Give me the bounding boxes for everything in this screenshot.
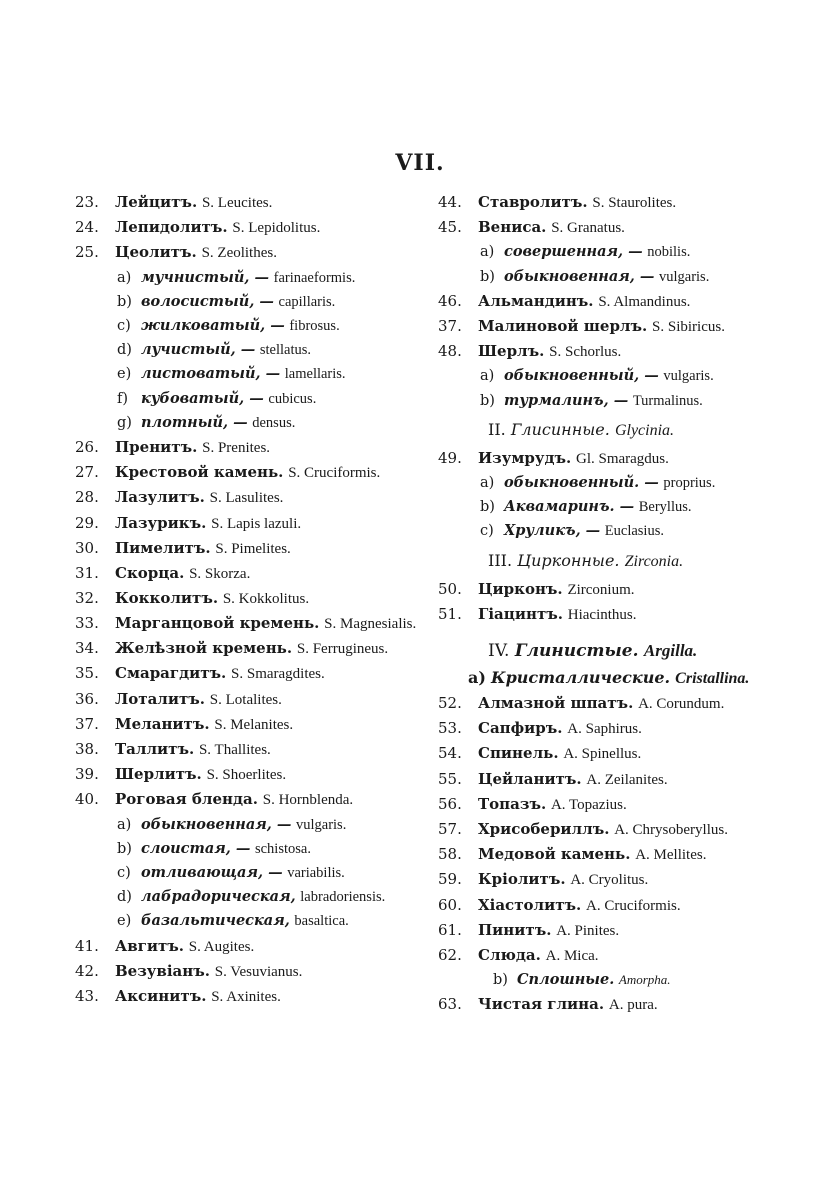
section-numeral: II. (488, 419, 506, 439)
section-heading (438, 549, 788, 574)
russian-variety: кубоватый, — (141, 389, 264, 407)
sub-letter: b) (117, 293, 132, 310)
russian-name: Крестовой камень. (115, 463, 284, 482)
russian-variety: слоистая, — (141, 839, 251, 857)
russian-variety: турмалинъ, — (504, 391, 629, 409)
list-item (75, 687, 435, 712)
latin-name: S. Prenites. (202, 440, 271, 457)
russian-name: Слюда. (478, 946, 541, 965)
sub-letter: g) (117, 414, 132, 431)
section-title-latin: Glycinia. (614, 421, 675, 439)
latin-name: S. Axinites. (211, 989, 281, 1006)
entry-number: 62. (438, 946, 462, 965)
russian-name: Авгитъ. (115, 936, 184, 955)
entry-number: 34. (75, 639, 99, 658)
page-number: VII. (395, 150, 445, 176)
latin-variety: vulgaris. (658, 268, 710, 285)
sub-letter: e) (117, 913, 132, 930)
list-item (438, 314, 788, 339)
list-item (438, 867, 788, 892)
sub-item (75, 290, 435, 314)
list-item (438, 943, 788, 968)
list-item (438, 577, 788, 602)
sub-item (75, 266, 435, 290)
entry-number: 28. (75, 488, 99, 507)
sub-letter: c) (480, 523, 494, 540)
list-item (75, 762, 435, 787)
entry-number: 30. (75, 538, 99, 557)
russian-variety: базальтическая, (141, 912, 290, 930)
entry-number: 49. (438, 448, 462, 467)
russian-name: Лазулитъ. (115, 488, 205, 507)
latin-variety: fibrosus. (289, 318, 340, 335)
sub-item (75, 861, 435, 885)
sub-item (75, 387, 435, 411)
subsection-heading (438, 968, 788, 992)
russian-name: Гіацинтъ. (478, 604, 563, 623)
latin-name: A. Cryolitus. (570, 872, 649, 889)
entry-number: 39. (75, 765, 99, 784)
russian-name: Хрисобериллъ. (478, 820, 610, 839)
list-item (75, 984, 435, 1009)
latin-variety: labradoriensis. (300, 889, 386, 906)
latin-name: Zirconium. (567, 581, 635, 598)
list-item (75, 460, 435, 485)
list-item (438, 215, 788, 240)
latin-name: A. Cruciformis. (586, 897, 681, 914)
entry-number: 58. (438, 845, 462, 864)
list-item (75, 737, 435, 762)
latin-name: S. Magnesialis. (324, 616, 417, 633)
latin-name: S. Leucites. (201, 195, 273, 211)
sub-item (75, 314, 435, 338)
russian-name: Таллитъ. (115, 740, 195, 759)
entry-number: 37. (438, 317, 462, 336)
entry-number: 31. (75, 564, 99, 583)
russian-name: Медовой камень. (478, 845, 631, 864)
russian-name: Альмандинъ. (478, 291, 594, 310)
latin-variety: densus. (252, 414, 296, 431)
russian-variety: совершенная, — (504, 243, 643, 261)
sub-letter: f) (117, 390, 129, 407)
russian-name: Пинитъ. (478, 920, 552, 939)
sub-item (438, 240, 788, 264)
latin-name: A. Pinites. (556, 922, 620, 939)
subsection-title-latin: Cristallina. (675, 670, 750, 688)
entry-number: 23. (75, 193, 99, 211)
entry-number: 53. (438, 719, 462, 738)
latin-name: S. Skorza. (189, 566, 251, 583)
sub-letter: b) (117, 840, 132, 857)
entry-number: 48. (438, 342, 462, 361)
entry-number: 44. (438, 193, 462, 211)
section-title-latin: Zirconia. (624, 552, 684, 570)
latin-name: S. Ferrugineus. (296, 641, 389, 658)
section-heading (438, 639, 788, 663)
right-column (438, 190, 788, 1018)
latin-name: A. pura. (608, 997, 658, 1014)
latin-variety: cubicus. (268, 390, 317, 407)
sub-item (438, 265, 788, 289)
russian-name: Скорца. (115, 564, 185, 583)
sub-letter: b) (480, 499, 495, 516)
section-heading (438, 418, 788, 443)
section-title-latin: Argilla. (643, 641, 698, 661)
latin-variety: vulgaris. (295, 816, 347, 833)
sub-item (438, 495, 788, 519)
latin-name: Hiacinthus. (567, 606, 637, 623)
sub-item (75, 837, 435, 861)
entry-number: 59. (438, 870, 462, 889)
list-item (75, 511, 435, 536)
entry-number: 50. (438, 579, 462, 598)
sub-letter: b) (480, 268, 495, 285)
list-item (438, 992, 788, 1017)
latin-name: S. Lapis lazuli. (211, 515, 302, 532)
sub-item (438, 389, 788, 413)
russian-variety: лучистый, — (141, 341, 256, 359)
entry-number: 25. (75, 243, 99, 262)
latin-name: S. Granatus. (551, 220, 625, 237)
russian-name: Алмазной шпатъ. (478, 694, 634, 713)
sub-item (438, 519, 788, 543)
russian-name: Вениса. (478, 218, 547, 237)
latin-variety: proprius. (663, 475, 716, 492)
latin-name: A. Topazius. (550, 796, 627, 813)
latin-variety: schistosa. (254, 840, 311, 857)
latin-variety: capillaris. (278, 293, 336, 310)
entry-number: 26. (75, 438, 99, 457)
left-column (75, 190, 435, 1009)
russian-variety: отливающая, — (141, 864, 283, 882)
list-item (438, 918, 788, 943)
sub-letter: a) (117, 816, 132, 833)
entry-number: 61. (438, 920, 462, 939)
latin-name: S. Vesuvianus. (214, 963, 303, 980)
sub-item (75, 885, 435, 909)
russian-name: Цеолитъ. (115, 243, 197, 262)
list-item (75, 934, 435, 959)
latin-variety: Euclasius. (604, 523, 664, 540)
section-numeral: IV. (488, 641, 510, 662)
entry-number: 63. (438, 995, 462, 1014)
list-item (75, 712, 435, 737)
russian-name: Везувіанъ. (115, 961, 210, 980)
russian-variety: плотный, — (141, 413, 248, 431)
list-item (438, 893, 788, 918)
list-item (438, 716, 788, 741)
russian-name: Смарагдитъ. (115, 664, 227, 683)
entry-number: 60. (438, 895, 462, 914)
list-item (438, 691, 788, 716)
latin-variety: farinaeformis. (273, 269, 356, 286)
latin-name: S. Pimelites. (215, 540, 291, 557)
sub-letter: a) (117, 269, 132, 286)
latin-name: A. Mica. (545, 948, 599, 965)
entry-number: 56. (438, 794, 462, 813)
sub-letter: d) (117, 889, 132, 906)
subsection-title-latin: Amorpha. (618, 972, 671, 988)
russian-name: Хіастолитъ. (478, 895, 582, 914)
entry-number: 40. (75, 790, 99, 809)
sub-item (75, 411, 435, 435)
latin-name: S. Schorlus. (549, 344, 622, 361)
latin-variety: stellatus. (259, 342, 312, 359)
russian-name: Лазурикъ. (115, 513, 207, 532)
entry-number: 29. (75, 513, 99, 532)
sub-item (438, 364, 788, 388)
russian-variety: листоватый, — (141, 365, 281, 383)
russian-name: Лепидолитъ. (115, 218, 228, 237)
latin-name: S. Thallites. (198, 742, 271, 759)
list-item (75, 215, 435, 240)
sub-letter: c) (117, 865, 131, 882)
latin-name: A. Mellites. (635, 847, 707, 864)
list-item (75, 536, 435, 561)
entry-number: 42. (75, 961, 99, 980)
entry-number: 24. (75, 218, 99, 237)
latin-name: A. Saphirus. (567, 721, 642, 738)
russian-name: Чистая глина. (478, 995, 605, 1014)
russian-name: Цирконъ. (478, 579, 563, 598)
entry-number: 41. (75, 936, 99, 955)
russian-name: Кріолитъ. (478, 870, 566, 889)
russian-variety: мучнистый, — (141, 268, 270, 286)
russian-name: Аксинитъ. (115, 987, 207, 1006)
entry-number: 38. (75, 740, 99, 759)
russian-name: Желѣзной кремень. (115, 639, 293, 658)
list-item (75, 787, 435, 812)
entry-number: 54. (438, 744, 462, 763)
section-title-russian: Глисинные. (510, 419, 610, 439)
latin-name: S. Lepidolitus. (232, 220, 321, 237)
russian-variety: обыкновенный, — (504, 367, 659, 385)
entry-number: 43. (75, 987, 99, 1006)
russian-name: Лейцитъ. (115, 193, 198, 211)
list-item (75, 190, 435, 215)
latin-variety: nobilis. (647, 244, 691, 261)
subsection-title-russian: Кристаллические. (491, 668, 671, 688)
latin-name: S. Lotalites. (209, 691, 282, 708)
subsection-letter: b) (493, 972, 508, 989)
latin-name: S. Kokkolitus. (222, 591, 310, 608)
entry-number: 37. (75, 714, 99, 733)
sub-letter: d) (117, 342, 132, 359)
sub-item (75, 909, 435, 933)
russian-name: Изумрудъ. (478, 448, 572, 467)
latin-name: S. Hornblenda. (262, 792, 354, 809)
russian-name: Роговая бленда. (115, 790, 258, 809)
list-item (75, 586, 435, 611)
russian-variety: жилковатый, — (141, 317, 285, 335)
latin-name: S. Smaragdites. (231, 666, 325, 683)
latin-name: S. Sibiricus. (652, 319, 725, 336)
sub-letter: a) (480, 244, 495, 261)
list-item (438, 339, 788, 364)
subsection-heading (438, 666, 788, 691)
sub-letter: e) (117, 366, 132, 383)
russian-name: Шерлитъ. (115, 765, 202, 784)
entry-number: 35. (75, 664, 99, 683)
list-item (75, 561, 435, 586)
russian-variety: волосистый, — (141, 292, 274, 310)
sub-item (438, 471, 788, 495)
sub-letter: c) (117, 318, 131, 335)
sub-letter: a) (480, 368, 495, 385)
latin-name: A. Corundum. (638, 696, 725, 713)
entry-number: 27. (75, 463, 99, 482)
section-title-russian: Глинистые. (514, 641, 639, 662)
latin-name: A. Spinellus. (563, 746, 642, 763)
list-item (438, 767, 788, 792)
entry-number: 51. (438, 604, 462, 623)
russian-variety: Хруликъ, — (504, 522, 601, 540)
list-item (75, 240, 435, 265)
russian-variety: Аквамаринъ. — (504, 498, 635, 516)
list-item (75, 959, 435, 984)
latin-variety: lamellaris. (284, 366, 346, 383)
russian-variety: обыкновенная, — (141, 815, 292, 833)
entry-number: 45. (438, 218, 462, 237)
list-item (75, 636, 435, 661)
latin-name: Gl. Smaragdus. (575, 450, 669, 467)
sub-item (75, 338, 435, 362)
russian-variety: обыкновенная, — (504, 267, 655, 285)
sub-item (75, 813, 435, 837)
latin-variety: basaltica. (294, 913, 349, 930)
list-item (75, 435, 435, 460)
russian-name: Малиновой шерлъ. (478, 317, 648, 336)
latin-name: S. Lasulites. (209, 490, 284, 507)
list-item (75, 485, 435, 510)
list-item (438, 741, 788, 766)
russian-name: Меланитъ. (115, 714, 210, 733)
latin-name: S. Cruciformis. (288, 465, 381, 482)
list-item (438, 190, 788, 215)
latin-name: A. Chrysoberyllus. (614, 822, 728, 839)
latin-name: S. Augites. (188, 938, 255, 955)
latin-name: S. Zeolithes. (201, 245, 277, 262)
section-numeral: III. (488, 550, 513, 570)
entry-number: 57. (438, 820, 462, 839)
subsection-title-russian: Сплошные. (517, 971, 615, 989)
list-item (75, 661, 435, 686)
entry-number: 36. (75, 689, 99, 708)
latin-variety: Turmalinus. (632, 392, 703, 409)
sub-letter: a) (480, 475, 495, 492)
latin-name: S. Shoerlites. (206, 767, 287, 784)
entry-number: 46. (438, 291, 462, 310)
latin-variety: Beryllus. (638, 499, 692, 516)
list-item (438, 446, 788, 471)
sub-letter: b) (480, 392, 495, 409)
russian-name: Марганцовой кремень. (115, 614, 320, 633)
russian-name: Пренитъ. (115, 438, 198, 457)
list-item (438, 602, 788, 627)
latin-variety: variabilis. (287, 865, 345, 882)
entry-number: 32. (75, 589, 99, 608)
russian-name: Ставролитъ. (478, 193, 588, 211)
latin-name: S. Staurolites. (592, 195, 677, 211)
sub-item (75, 362, 435, 386)
russian-name: Кокколитъ. (115, 589, 219, 608)
russian-name: Топазъ. (478, 794, 547, 813)
latin-name: S. Melanites. (214, 716, 294, 733)
russian-name: Шерлъ. (478, 342, 545, 361)
russian-name: Цейланитъ. (478, 769, 582, 788)
russian-name: Сапфиръ. (478, 719, 563, 738)
list-item (438, 842, 788, 867)
russian-name: Спинель. (478, 744, 559, 763)
latin-name: A. Zeilanites. (586, 771, 668, 788)
entry-number: 33. (75, 614, 99, 633)
russian-variety: лабрадорическая, (141, 888, 296, 906)
latin-name: S. Almandinus. (598, 293, 691, 310)
russian-name: Пимелитъ. (115, 538, 211, 557)
section-title-russian: Цирконные. (517, 550, 620, 570)
russian-name: Лоталитъ. (115, 689, 206, 708)
entry-number: 55. (438, 769, 462, 788)
list-item (438, 792, 788, 817)
list-item (75, 611, 435, 636)
entry-number: 52. (438, 694, 462, 713)
russian-variety: обыкновенный. — (504, 474, 659, 492)
list-item (438, 817, 788, 842)
subsection-letter: a) (468, 668, 486, 688)
list-item (438, 289, 788, 314)
latin-variety: vulgaris. (663, 368, 714, 385)
